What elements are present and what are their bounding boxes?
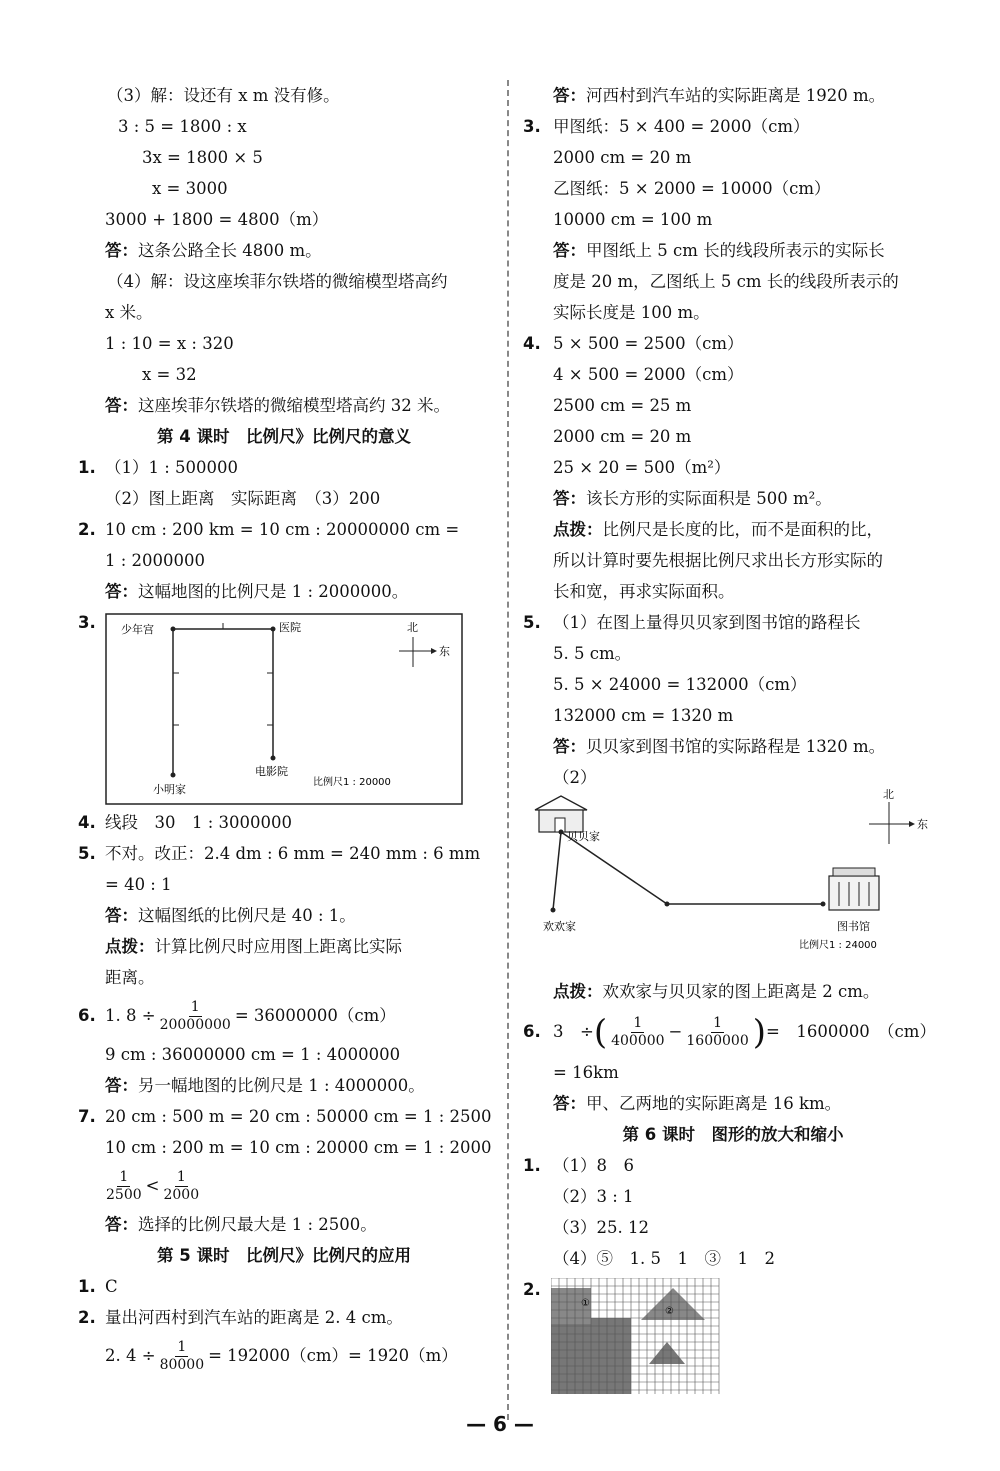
house-icon [535, 796, 587, 832]
answer-line [523, 1088, 943, 1119]
paren-close: ) [752, 1012, 766, 1053]
question-line [523, 607, 943, 638]
library-icon [829, 868, 879, 910]
answer-line [78, 390, 490, 421]
text-line: 实际长度是 100 m。 [553, 303, 710, 322]
tip-text: 比例尺是长度的比，而不是面积的比， [602, 520, 883, 539]
tip-text: 计算比例尺时应用图上距离比实际 [154, 937, 402, 956]
question-text: 不对。改正：2.4 dm : 6 mm = 240 mm : 6 mm [105, 844, 481, 863]
route-line [173, 629, 273, 758]
tip-line [78, 931, 490, 962]
tip-line [523, 514, 943, 545]
question-line [78, 993, 490, 1039]
equation-part: = 36000000（cm） [234, 1006, 396, 1025]
equation: 1 : 10 = x : 320 [105, 334, 234, 353]
question-text: 5 × 500 = 2500（cm） [553, 334, 744, 353]
equation: 10000 cm = 100 m [553, 210, 713, 229]
answer-label: 答： [553, 1094, 586, 1113]
equation: x = 32 [142, 365, 197, 384]
answer-label: 答： [553, 241, 586, 260]
equation-part: 1. 8 ÷ [105, 1006, 156, 1025]
equation: 25 × 20 = 500（m²） [553, 458, 731, 477]
compass-arrow [431, 648, 437, 654]
compass-arrow [909, 821, 915, 827]
answer-text: 这幅地图的比例尺是 1 : 2000000。 [138, 582, 409, 601]
grid-figure [551, 1278, 721, 1396]
sub-question-label: （2） [553, 768, 597, 787]
label-xiaoming: 小明家 [153, 783, 186, 796]
numerator: 1 [633, 1015, 643, 1031]
question-line [78, 514, 490, 545]
fraction [161, 1169, 201, 1204]
label-huanhuan: 欢欢家 [543, 920, 576, 933]
equation: 4 × 500 = 2000（cm） [553, 365, 744, 384]
equation: x = 3000 [152, 179, 228, 198]
question-text: 10 cm : 200 km = 10 cm : 20000000 cm = [105, 520, 460, 539]
point-library [821, 902, 826, 907]
answer-line [523, 483, 943, 514]
question-line [523, 762, 943, 976]
answer-line [78, 1209, 490, 1240]
equation: = 16km [553, 1063, 619, 1082]
question-number: 1. [78, 458, 96, 477]
denominator: 2500 [106, 1187, 142, 1203]
text-line: = 40 : 1 [105, 875, 172, 894]
question-number: 2. [78, 1308, 96, 1327]
equation: 10 cm : 200 m = 10 cm : 20000 cm = 1 : 2000 [105, 1138, 492, 1157]
question-line [78, 1302, 490, 1333]
answer-text: 这幅图纸的比例尺是 40 : 1。 [138, 906, 356, 925]
answer-text: 该长方形的实际面积是 500 m²。 [586, 489, 832, 508]
fraction [104, 1169, 144, 1204]
denominator: 1600000 [686, 1033, 749, 1049]
section-heading: 第 6 课时 图形的放大和缩小 [622, 1125, 844, 1144]
paren-open: ( [593, 1012, 608, 1053]
answer-label: 答： [105, 396, 138, 415]
equation: 2000 cm = 20 m [553, 427, 692, 446]
small-triangle [649, 1342, 685, 1364]
shape-label-2: ② [665, 1306, 674, 1317]
answer-line [78, 235, 490, 266]
answer-label: 答： [553, 86, 586, 105]
column-divider [507, 80, 509, 1420]
answer-label: 答： [105, 906, 138, 925]
answer-label: 答： [553, 489, 586, 508]
label-dianying: 电影院 [255, 765, 288, 778]
page-number: — 6 — [466, 1412, 534, 1436]
question-number: 1. [78, 1277, 96, 1296]
text-line: 所以计算时要先根据比例尺求出长方形实际的 [553, 551, 883, 570]
answer-text: 另一幅地图的比例尺是 1 : 4000000。 [138, 1076, 425, 1095]
fraction [684, 1015, 750, 1050]
answer-text: 甲、乙两地的实际距离是 16 km。 [586, 1094, 842, 1113]
label-yiyuan: 医院 [279, 621, 301, 634]
tip-text: 欢欢家与贝贝家的图上距离是 2 cm。 [602, 982, 880, 1001]
route-line [561, 832, 823, 904]
question-line [78, 1101, 490, 1132]
tip-label: 点拨： [553, 520, 603, 539]
answer-line [78, 900, 490, 931]
section-heading: 第 4 课时 比例尺》比例尺的意义 [157, 427, 411, 446]
answer-line [523, 235, 943, 266]
answer-text: 选择的比例尺最大是 1 : 2500。 [138, 1215, 377, 1234]
answer-label: 答： [105, 1215, 138, 1234]
denominator: 2000 [163, 1187, 200, 1203]
shape-label-1: ① [581, 1298, 590, 1309]
text-line: 度是 20 m，乙图纸上 5 cm 长的线段所表示的 [553, 272, 899, 291]
answer-text: 河西村到汽车站的实际距离是 1920 m。 [586, 86, 886, 105]
numerator: 1 [190, 999, 200, 1015]
fraction [609, 1015, 666, 1050]
question-number: 2. [523, 1280, 541, 1299]
question-text: （1）8 6 [553, 1156, 634, 1175]
map-scale: 比例尺1 : 24000 [799, 940, 877, 951]
text-line: （4）⑤ 1. 5 1 ③ 1 2 [553, 1249, 775, 1268]
text-line: 距离。 [105, 968, 155, 987]
tip-label: 点拨： [105, 937, 155, 956]
answer-label: 答： [105, 582, 138, 601]
text-line: 5. 5 cm。 [553, 644, 632, 663]
answer-label: 答： [105, 241, 138, 260]
equation: 2500 cm = 25 m [553, 396, 692, 415]
numerator: 1 [176, 1169, 186, 1185]
point-huanhuan [551, 908, 556, 913]
question-line [523, 1274, 943, 1394]
label-shaonian: 少年宫 [121, 623, 154, 636]
question-number: 2. [78, 520, 96, 539]
fraction [158, 1339, 207, 1374]
label-east: 东 [439, 645, 450, 658]
point-turn [665, 902, 670, 907]
text-line: （3）解：设还有 x m 没有修。 [107, 86, 340, 105]
equation-line [78, 1333, 490, 1379]
question-line [78, 838, 490, 869]
answer-text: 这条公路全长 4800 m。 [138, 241, 322, 260]
question-line [78, 452, 490, 483]
map-scale: 比例尺1 : 20000 [313, 777, 391, 788]
answer-label: 答： [105, 1076, 138, 1095]
label-library: 图书馆 [837, 920, 870, 933]
text-line: （2）3 : 1 [553, 1187, 634, 1206]
denominator: 20000000 [159, 1017, 231, 1033]
label-beibei: 贝贝家 [567, 830, 600, 843]
tip-line [523, 976, 943, 1007]
question-line [78, 1271, 490, 1302]
question-line [523, 1007, 943, 1057]
equation-part: 2. 4 ÷ [105, 1346, 156, 1365]
label-east: 东 [917, 818, 928, 831]
label-north: 北 [883, 788, 894, 801]
right-column [523, 80, 943, 1394]
question-number: 7. [78, 1107, 96, 1126]
question-text: C [105, 1277, 118, 1296]
equation: 3 : 5 = 1800 : x [118, 117, 247, 136]
equation: 3x = 1800 × 5 [142, 148, 263, 167]
numerator: 1 [713, 1015, 723, 1031]
answer-line [523, 731, 943, 762]
map-diagram [105, 613, 465, 808]
equation: 3000 + 1800 = 4800（m） [105, 210, 329, 229]
question-line [523, 1150, 943, 1181]
fraction [158, 999, 233, 1034]
point-marker [271, 627, 276, 632]
answer-label: 答： [553, 737, 586, 756]
question-number: 1. [523, 1156, 541, 1175]
equation: 132000 cm = 1320 m [553, 706, 734, 725]
question-text: 线段 30 1 : 3000000 [105, 813, 293, 832]
equation-part: 3 ÷ [553, 1022, 594, 1041]
route-map [517, 788, 929, 973]
text-line: （4）解：设这座埃菲尔铁塔的微缩模型塔高约 [107, 272, 448, 291]
route-segment [553, 832, 561, 910]
denominator: 80000 [159, 1357, 205, 1373]
equation-part: = 1600000 （cm） [766, 1022, 936, 1041]
question-text: 甲图纸：5 × 400 = 2000（cm） [553, 117, 810, 136]
question-line [523, 328, 943, 359]
question-number: 4. [78, 813, 96, 832]
equation: 5. 5 × 24000 = 132000（cm） [553, 675, 807, 694]
equation-part: = 192000（cm）= 1920（m） [208, 1346, 458, 1365]
less-than: < [145, 1176, 160, 1195]
question-line [78, 807, 490, 838]
denominator: 400000 [611, 1033, 665, 1049]
question-number: 6. [523, 1022, 541, 1041]
minus: − [668, 1022, 683, 1041]
section-heading: 第 5 课时 比例尺》比例尺的应用 [157, 1246, 411, 1265]
text-line: （3）25. 12 [553, 1218, 649, 1237]
question-number: 3. [78, 613, 96, 632]
point-marker [171, 773, 176, 778]
question-number: 5. [78, 844, 96, 863]
question-text: （1）1 : 500000 [105, 458, 239, 477]
numerator: 1 [119, 1169, 129, 1185]
numerator: 1 [177, 1339, 187, 1355]
answer-text: 这座埃菲尔铁塔的微缩模型塔高约 32 米。 [138, 396, 450, 415]
point-marker [271, 756, 276, 761]
answer-line [78, 1070, 490, 1101]
tip-label: 点拨： [553, 982, 603, 1001]
equation: 9 cm : 36000000 cm = 1 : 4000000 [105, 1045, 401, 1064]
equation: 2000 cm = 20 m [553, 148, 692, 167]
text-line: （2）图上距离 实际距离 （3）200 [105, 489, 381, 508]
text-line: 1 : 2000000 [105, 551, 206, 570]
left-column [78, 80, 490, 1379]
equation: 乙图纸：5 × 2000 = 10000（cm） [553, 179, 831, 198]
question-text: 20 cm : 500 m = 20 cm : 50000 cm = 1 : 2500 [105, 1107, 492, 1126]
answer-text: 甲图纸上 5 cm 长的线段所表示的实际长 [586, 241, 885, 260]
question-text: 量出河西村到汽车站的距离是 2. 4 cm。 [105, 1308, 403, 1327]
question-number: 4. [523, 334, 541, 353]
answer-line [523, 80, 943, 111]
text-line: x 米。 [105, 303, 153, 322]
point-marker [171, 627, 176, 632]
question-number: 3. [523, 117, 541, 136]
question-text: （1）在图上量得贝贝家到图书馆的路程长 [553, 613, 861, 632]
question-line [523, 111, 943, 142]
label-north: 北 [407, 621, 418, 634]
text-line: 长和宽，再求实际面积。 [553, 582, 735, 601]
question-number: 5. [523, 613, 541, 632]
question-line [78, 607, 490, 807]
question-number: 6. [78, 1006, 96, 1025]
answer-line [78, 576, 490, 607]
answer-text: 贝贝家到图书馆的实际路程是 1320 m。 [586, 737, 886, 756]
fraction-compare [78, 1163, 490, 1209]
